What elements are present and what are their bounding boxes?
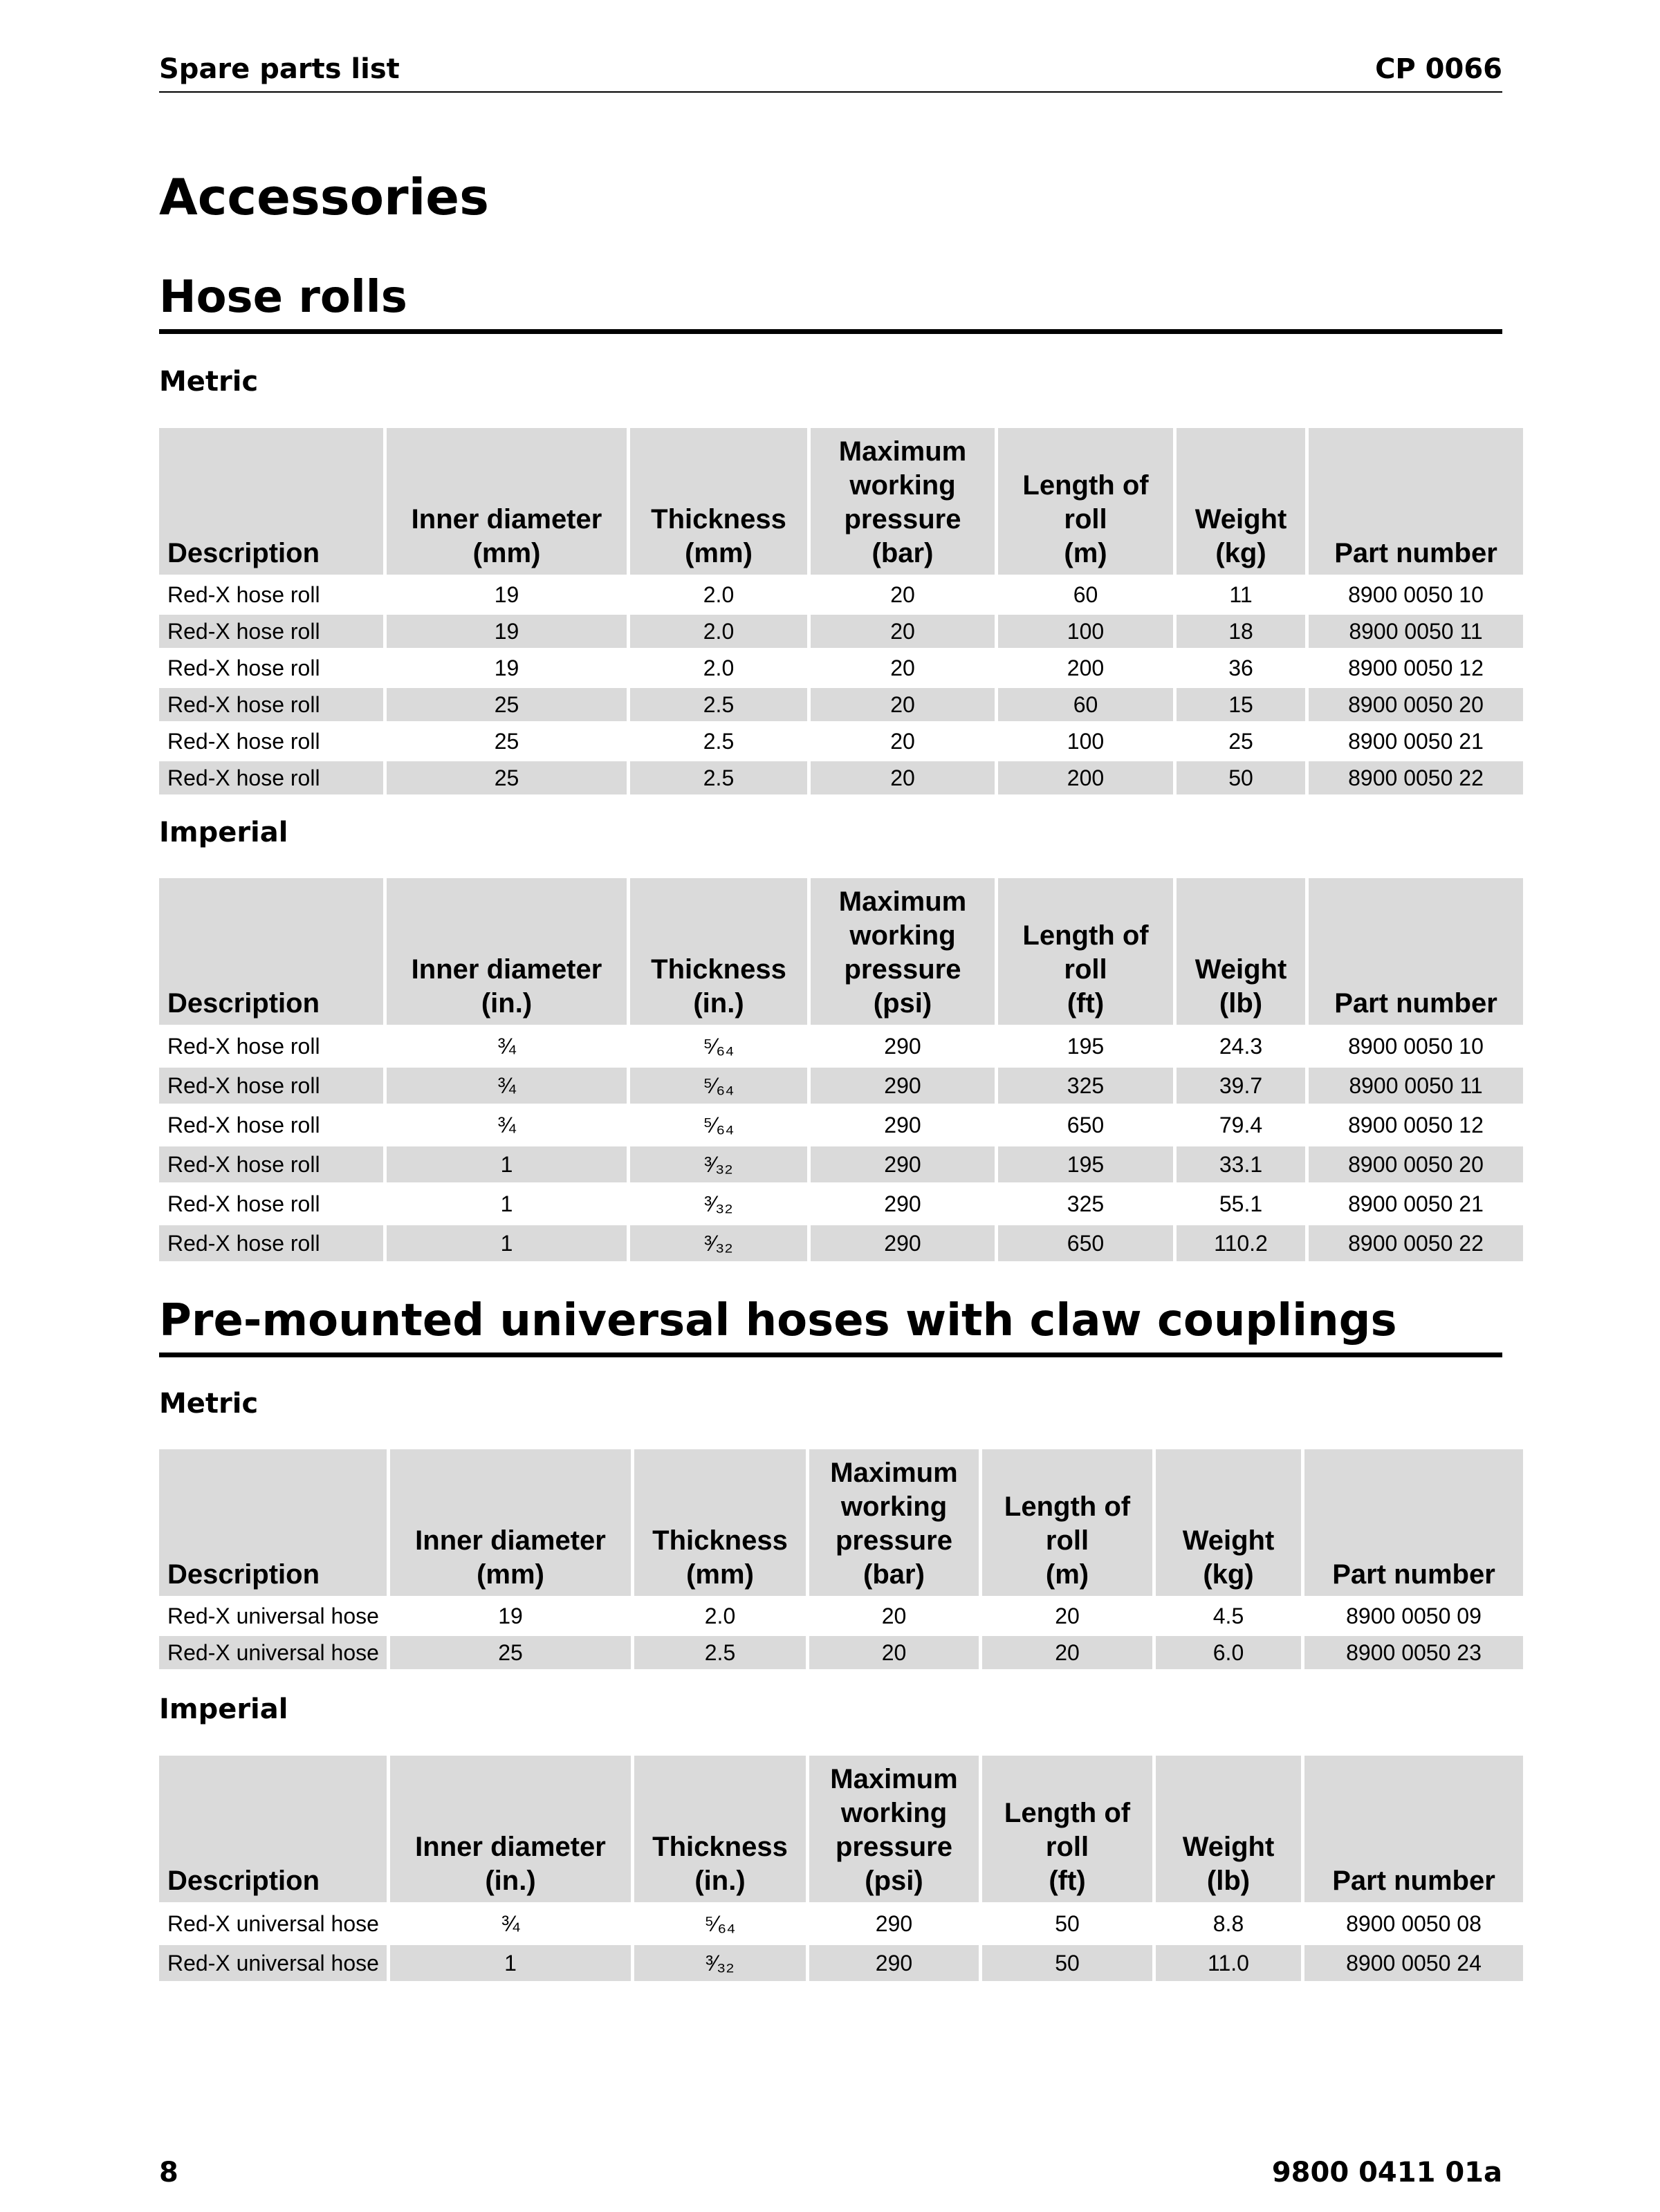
cell-thickness: ⁵⁄₆₄ (630, 1068, 807, 1104)
cell-max-pressure: 20 (809, 1636, 979, 1669)
cell-description: Red-X hose roll (159, 688, 383, 721)
cell-description: Red-X hose roll (167, 1191, 320, 1216)
cell-thickness: 2.0 (703, 656, 735, 680)
universal-hoses-metric-table (156, 1446, 1527, 1673)
cell-description: Red-X hose roll (167, 729, 320, 754)
cell-inner-diameter: 1 (390, 1945, 631, 1981)
cell-roll-length: 100 (1067, 729, 1105, 754)
column-header-inner-diameter: Inner diameter (mm) (387, 428, 627, 575)
cell-weight: 6.0 (1156, 1636, 1301, 1669)
cell-max-pressure: 290 (884, 1191, 921, 1216)
table-row (159, 1636, 1523, 1669)
cell-roll-length: 195 (1067, 1034, 1105, 1059)
cell-inner-diameter: 19 (387, 615, 627, 648)
cell-max-pressure: 20 (890, 656, 915, 680)
cell-thickness: ³⁄₃₂ (630, 1146, 807, 1182)
column-header-roll-length: Length of roll (m) (982, 1449, 1152, 1596)
cell-inner-diameter: 25 (390, 1636, 631, 1669)
cell-inner-diameter: ¾ (387, 1068, 627, 1104)
universal-hoses-imperial-table (156, 1752, 1527, 1985)
column-header-inner-diameter: Inner diameter (in.) (387, 878, 627, 1025)
hose-rolls-metric-table (156, 425, 1527, 798)
cell-description: Red-X universal hose (159, 1945, 387, 1981)
cell-max-pressure: 20 (811, 615, 995, 648)
cell-description: Red-X hose roll (167, 1034, 320, 1059)
cell-part-number: 8900 0050 12 (1348, 656, 1484, 680)
table-row (159, 1906, 1523, 1942)
cell-max-pressure: 290 (811, 1068, 995, 1104)
column-header-weight: Weight (lb) (1156, 1756, 1301, 1902)
cell-description: Red-X hose roll (159, 615, 383, 648)
cell-inner-diameter: ¾ (501, 1911, 520, 1936)
cell-part-number: 8900 0050 20 (1309, 1146, 1523, 1182)
column-header-inner-diameter: Inner diameter (in.) (390, 1756, 631, 1902)
cell-thickness: 2.0 (704, 1604, 736, 1628)
cell-inner-diameter: 25 (494, 729, 519, 754)
cell-roll-length: 50 (1055, 1911, 1080, 1936)
cell-weight: 18 (1177, 615, 1305, 648)
column-header-max-pressure: Maximum working pressure (bar) (811, 428, 995, 575)
cell-weight: 33.1 (1177, 1146, 1305, 1182)
column-header-thickness: Thickness (in.) (630, 878, 807, 1025)
cell-thickness: 2.0 (630, 615, 807, 648)
cell-weight: 24.3 (1219, 1034, 1263, 1059)
column-header-roll-length: Length of roll (ft) (998, 878, 1173, 1025)
cell-thickness: ³⁄₃₂ (634, 1945, 806, 1981)
cell-description: Red-X universal hose (167, 1911, 379, 1936)
cell-part-number: 8900 0050 21 (1348, 1191, 1484, 1216)
cell-roll-length: 195 (998, 1146, 1173, 1182)
cell-roll-length: 20 (982, 1636, 1152, 1669)
cell-part-number: 8900 0050 23 (1304, 1636, 1523, 1669)
cell-description: Red-X hose roll (159, 1225, 383, 1261)
column-header-description: Description (159, 1449, 387, 1596)
subsection-label-metric: Metric (159, 1388, 259, 1420)
cell-max-pressure: 290 (875, 1911, 913, 1936)
cell-description: Red-X hose roll (167, 656, 320, 680)
column-header-part-number: Part number (1304, 1449, 1523, 1596)
table-row (159, 725, 1523, 758)
page-title: Accessories (159, 168, 489, 226)
cell-roll-length: 650 (1067, 1113, 1105, 1137)
cell-part-number: 8900 0050 09 (1346, 1604, 1482, 1628)
cell-part-number: 8900 0050 11 (1309, 615, 1523, 648)
cell-part-number: 8900 0050 24 (1304, 1945, 1523, 1981)
cell-inner-diameter: 25 (387, 688, 627, 721)
cell-description: Red-X hose roll (167, 582, 320, 607)
column-header-description: Description (159, 428, 383, 575)
column-header-description: Description (159, 878, 383, 1025)
column-header-inner-diameter: Inner diameter (mm) (390, 1449, 631, 1596)
cell-part-number: 8900 0050 10 (1348, 582, 1484, 607)
cell-part-number: 8900 0050 21 (1348, 729, 1484, 754)
cell-thickness: 2.5 (630, 761, 807, 794)
column-header-roll-length: Length of roll (ft) (982, 1756, 1152, 1902)
cell-roll-length: 325 (998, 1068, 1173, 1104)
cell-roll-length: 50 (982, 1945, 1152, 1981)
cell-description: Red-X hose roll (159, 1146, 383, 1182)
cell-max-pressure: 290 (884, 1113, 921, 1137)
running-header (159, 51, 1502, 93)
cell-max-pressure: 290 (811, 1225, 995, 1261)
column-header-max-pressure: Maximum working pressure (psi) (811, 878, 995, 1025)
cell-description: Red-X universal hose (167, 1604, 379, 1628)
cell-description: Red-X hose roll (159, 1068, 383, 1104)
table-row (159, 1107, 1523, 1143)
table-row (159, 1225, 1523, 1261)
column-header-part-number: Part number (1304, 1756, 1523, 1902)
header-model: CP 0066 (1375, 53, 1502, 85)
cell-part-number: 8900 0050 11 (1309, 1068, 1523, 1104)
header-title: Spare parts list (159, 53, 400, 85)
column-header-max-pressure: Maximum working pressure (psi) (809, 1756, 979, 1902)
column-header-max-pressure: Maximum working pressure (bar) (809, 1449, 979, 1596)
cell-roll-length: 650 (998, 1225, 1173, 1261)
column-header-part-number: Part number (1309, 878, 1523, 1025)
cell-weight: 15 (1177, 688, 1305, 721)
cell-thickness: ⁵⁄₆₄ (703, 1034, 735, 1059)
table-row (159, 1068, 1523, 1104)
cell-part-number: 8900 0050 10 (1348, 1034, 1484, 1059)
table-row (159, 761, 1523, 794)
cell-max-pressure: 20 (890, 582, 915, 607)
cell-thickness: 2.0 (703, 582, 735, 607)
table-row (159, 1599, 1523, 1633)
section-title-hose-rolls: Hose rolls (159, 270, 1502, 334)
cell-inner-diameter: 19 (494, 656, 519, 680)
subsection-label-imperial: Imperial (159, 817, 288, 848)
cell-thickness: ⁵⁄₆₄ (703, 1113, 735, 1137)
table-row (159, 1028, 1523, 1064)
cell-part-number: 8900 0050 08 (1346, 1911, 1482, 1936)
cell-max-pressure: 20 (811, 761, 995, 794)
column-header-thickness: Thickness (mm) (630, 428, 807, 575)
cell-part-number: 8900 0050 22 (1309, 761, 1523, 794)
cell-weight: 50 (1177, 761, 1305, 794)
cell-roll-length: 200 (998, 761, 1173, 794)
cell-inner-diameter: ¾ (497, 1113, 516, 1137)
column-header-thickness: Thickness (in.) (634, 1756, 806, 1902)
cell-max-pressure: 290 (811, 1146, 995, 1182)
cell-inner-diameter: 19 (494, 582, 519, 607)
cell-weight: 39.7 (1177, 1068, 1305, 1104)
cell-weight: 79.4 (1219, 1113, 1263, 1137)
subsection-label-metric: Metric (159, 366, 259, 398)
cell-description: Red-X hose roll (159, 761, 383, 794)
table-row (159, 1186, 1523, 1222)
document-number: 9800 0411 01a (1271, 2157, 1502, 2188)
cell-weight: 4.5 (1212, 1604, 1244, 1628)
cell-thickness: 2.5 (630, 688, 807, 721)
page-number: 8 (159, 2157, 178, 2188)
cell-roll-length: 20 (1055, 1604, 1080, 1628)
cell-roll-length: 100 (998, 615, 1173, 648)
cell-inner-diameter: 19 (498, 1604, 523, 1628)
cell-roll-length: 60 (998, 688, 1173, 721)
column-header-thickness: Thickness (mm) (634, 1449, 806, 1596)
cell-inner-diameter: 1 (387, 1225, 627, 1261)
cell-description: Red-X hose roll (167, 1113, 320, 1137)
table-row (159, 1945, 1523, 1981)
cell-thickness: ³⁄₃₂ (630, 1225, 807, 1261)
table-row (159, 578, 1523, 611)
column-header-part-number: Part number (1309, 428, 1523, 575)
cell-inner-diameter: 1 (387, 1146, 627, 1182)
cell-weight: 110.2 (1177, 1225, 1305, 1261)
table-row (159, 1146, 1523, 1182)
cell-roll-length: 325 (1067, 1191, 1105, 1216)
cell-max-pressure: 20 (811, 688, 995, 721)
section-title-universal-hoses: Pre-mounted universal hoses with claw couplings (159, 1293, 1502, 1357)
hose-rolls-imperial-table (156, 875, 1527, 1265)
cell-weight: 25 (1228, 729, 1253, 754)
cell-roll-length: 60 (1073, 582, 1098, 607)
table-row (159, 688, 1523, 721)
cell-weight: 8.8 (1212, 1911, 1244, 1936)
cell-inner-diameter: 25 (387, 761, 627, 794)
cell-inner-diameter: 1 (500, 1191, 513, 1216)
cell-part-number: 8900 0050 12 (1348, 1113, 1484, 1137)
column-header-weight: Weight (kg) (1177, 428, 1305, 575)
cell-thickness: 2.5 (634, 1636, 806, 1669)
cell-max-pressure: 20 (890, 729, 915, 754)
cell-thickness: 2.5 (703, 729, 735, 754)
cell-weight: 11 (1229, 582, 1253, 607)
cell-weight: 55.1 (1219, 1191, 1263, 1216)
cell-weight: 11.0 (1156, 1945, 1301, 1981)
table-row (159, 651, 1523, 685)
cell-inner-diameter: ¾ (497, 1034, 516, 1059)
column-header-weight: Weight (kg) (1156, 1449, 1301, 1596)
table-row (159, 615, 1523, 648)
column-header-description: Description (159, 1756, 387, 1902)
cell-max-pressure: 290 (809, 1945, 979, 1981)
cell-thickness: ⁵⁄₆₄ (704, 1911, 736, 1936)
column-header-roll-length: Length of roll (m) (998, 428, 1173, 575)
subsection-label-imperial: Imperial (159, 1693, 288, 1725)
cell-part-number: 8900 0050 20 (1309, 688, 1523, 721)
cell-max-pressure: 20 (881, 1604, 907, 1628)
cell-description: Red-X universal hose (159, 1636, 387, 1669)
cell-max-pressure: 290 (884, 1034, 921, 1059)
cell-thickness: ³⁄₃₂ (704, 1191, 733, 1216)
cell-part-number: 8900 0050 22 (1309, 1225, 1523, 1261)
cell-roll-length: 200 (1067, 656, 1105, 680)
column-header-weight: Weight (lb) (1177, 878, 1305, 1025)
cell-weight: 36 (1228, 656, 1253, 680)
